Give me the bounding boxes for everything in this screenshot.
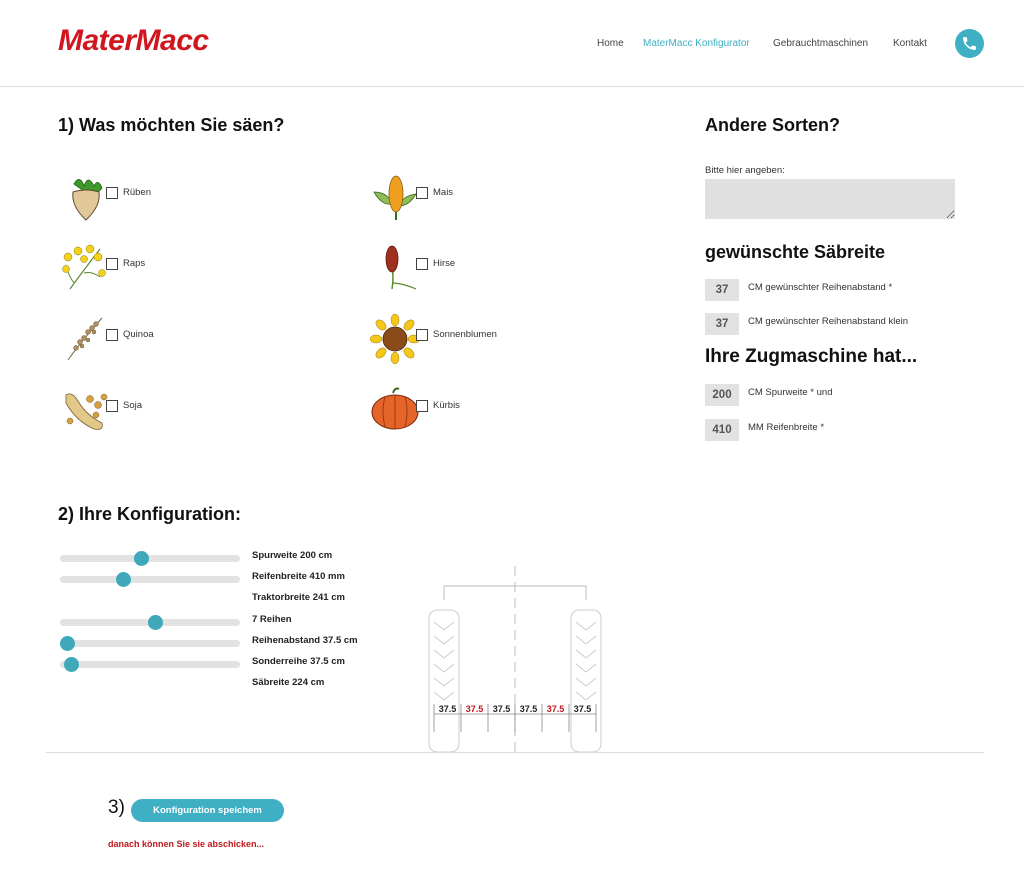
row-value-label: 37.5 (573, 704, 592, 714)
crop-checkbox[interactable] (416, 258, 428, 270)
divider (46, 752, 984, 753)
crop-label: Raps (123, 258, 146, 269)
site-header (0, 0, 1024, 87)
rows-value: 7 Reihen (252, 614, 292, 625)
pumpkin-icon (370, 385, 420, 435)
track-width-value: Spurweite 200 cm (252, 550, 333, 561)
crop-mais (370, 172, 670, 222)
track-width-input[interactable]: 200 (705, 384, 739, 406)
crop-label: Kürbis (433, 400, 460, 411)
seed-width-value: Säbreite 224 cm (252, 677, 325, 688)
crop-kuerbis (370, 385, 670, 435)
crop-label: Quinoa (123, 329, 154, 340)
logo[interactable]: MaterMacc (58, 24, 209, 57)
slider-thumb[interactable] (148, 615, 163, 630)
corn-icon (370, 172, 420, 222)
submit-hint: danach können Sie sie abschicken... (108, 839, 265, 849)
rows-slider[interactable] (60, 619, 240, 626)
step3-label: 3) (108, 797, 125, 818)
crop-label: Hirse (433, 258, 456, 269)
tire-width-slider[interactable] (60, 576, 240, 583)
row-spacing-label: CM gewünschter Reihenabstand * (748, 282, 893, 293)
millet-icon (370, 243, 420, 293)
slider-thumb[interactable] (116, 572, 131, 587)
slider-thumb[interactable] (60, 636, 75, 651)
other-prompt: Bitte hier angeben: (705, 165, 785, 176)
tractor-title: Ihre Zugmaschine hat... (705, 346, 918, 367)
section1-title: 1) Was möchten Sie säen? (58, 115, 285, 135)
row-value-label: 37.5 (546, 704, 565, 714)
section2-title: 2) Ihre Konfiguration: (58, 504, 241, 524)
width-title: gewünschte Säbreite (705, 242, 886, 262)
slider-thumb[interactable] (64, 657, 79, 672)
sunflower-icon (370, 314, 420, 364)
row-spacing-value: Reihenabstand 37.5 cm (252, 635, 358, 646)
other-crops-input[interactable] (705, 179, 955, 219)
track-width-label: CM Spurweite * und (748, 387, 833, 398)
track-width-slider[interactable] (60, 555, 240, 562)
row-spacing-slider[interactable] (60, 640, 240, 647)
soy-icon (60, 385, 110, 435)
crop-quinoa (60, 314, 360, 364)
quinoa-icon (60, 314, 110, 364)
row-value-label: 37.5 (438, 704, 457, 714)
crop-checkbox[interactable] (106, 329, 118, 341)
crop-label: Rüben (123, 187, 151, 198)
crop-label: Mais (433, 187, 454, 198)
crop-checkbox[interactable] (416, 329, 428, 341)
nav-konfigurator[interactable]: MaterMacc Konfigurator (643, 38, 750, 49)
crop-sonnenblumen (370, 314, 670, 364)
crop-checkbox[interactable] (106, 400, 118, 412)
phone-icon[interactable] (955, 29, 984, 58)
row-value-label: 37.5 (492, 704, 511, 714)
row-value-label: 37.5 (465, 704, 484, 714)
nav-kontakt[interactable]: Kontakt (893, 38, 927, 49)
other-title: Andere Sorten? (705, 115, 841, 135)
rapeseed-icon (60, 243, 110, 293)
crop-label: Soja (123, 400, 143, 411)
row-spacing-small-label: CM gewünschter Reihenabstand klein (748, 316, 909, 327)
right-tire (571, 610, 601, 752)
nav-gebrauchtmaschinen[interactable]: Gebrauchtmaschinen (773, 38, 869, 49)
save-configuration-button[interactable]: Konfiguration speichem (131, 799, 284, 822)
tractor-width-value: Traktorbreite 241 cm (252, 592, 345, 603)
slider-thumb[interactable] (134, 551, 149, 566)
crop-checkbox[interactable] (106, 258, 118, 270)
crop-checkbox[interactable] (106, 187, 118, 199)
configuration-diagram (420, 562, 620, 757)
extra-row-slider[interactable] (60, 661, 240, 668)
row-spacing-small-input[interactable]: 37 (705, 313, 739, 335)
nav-home[interactable]: Home (597, 38, 624, 49)
left-tire (429, 610, 459, 752)
crop-checkbox[interactable] (416, 187, 428, 199)
extra-row-value: Sonderreihe 37.5 cm (252, 656, 345, 667)
beet-icon (60, 172, 110, 222)
crop-raps (60, 243, 360, 293)
tire-width-value: Reifenbreite 410 mm (252, 571, 345, 582)
crop-soja (60, 385, 360, 435)
crop-hirse (370, 243, 670, 293)
crop-checkbox[interactable] (416, 400, 428, 412)
row-spacing-input[interactable]: 37 (705, 279, 739, 301)
row-value-label: 37.5 (519, 704, 538, 714)
crop-label: Sonnenblumen (433, 329, 497, 340)
tire-width-input[interactable]: 410 (705, 419, 739, 441)
crop-rueben (60, 172, 360, 222)
tire-width-label: MM Reifenbreite * (748, 422, 825, 433)
